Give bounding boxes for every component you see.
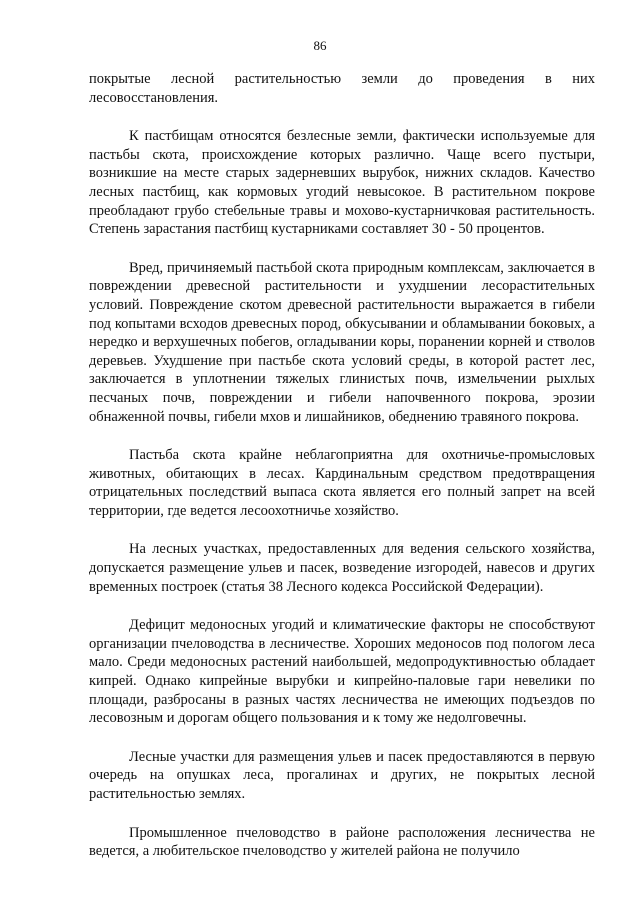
- paragraph-apiary-plots: Лесные участки для размещения ульев и пасек предоставляются в первую очередь на опушках леса, прогалинах и других, не покрытых лесной растительностью землях.: [89, 748, 595, 802]
- paragraph-pastures: К пастбищам относятся безлесные земли, фактически используемые для пастьбы скота, происхождение которых различно. Чаще всего пустыри, возникшие на месте старых задерневших вырубок, нижних складов. Качество лесных пастбищ, как кормовых угодий невысокое. В растительном покрове преобладают грубо стебельные травы и мохово-кустарничковая растительность. Степень зарастания пастбищ кустарниками составляет 30 - 50 процентов.: [89, 128, 595, 238]
- paragraph-continuation: покрытые лесной растительностью земли до проведения в них лесовосстановления.: [89, 71, 595, 106]
- page-number: 86: [313, 38, 327, 53]
- paragraph-honey-deficit: Дефицит медоносных угодий и климатические факторы не способствуют организации пчеловодства в лесничестве. Хороших медоносов под пологом леса мало. Среди медоносных растений наибольшей, медопродуктивностью обладает кипрей. Однако кипрейные вырубки и кипрейно-паловые гари невелики по площади, разбросаны в разных частях лесничества не имеющих подъездов по лесовозным и дорогам общего пользования и к тому же недолговечны.: [89, 617, 595, 727]
- paragraph-agriculture-plots: На лесных участках, предоставленных для ведения сельского хозяйства, допускается размещение ульев и пасек, возведение изгородей, навесов и других временных построек (статья 38 Лесного кодекса Российской Федерации).: [89, 541, 595, 595]
- paragraph-grazing-harm: Вред, причиняемый пастьбой скота природным комплексам, заключается в повреждении древесной растительности и ухудшении лесорастительных условий. Повреждение скотом древесной растительности выражается в гибели под копытами всходов древесных пород, обкусывании и обламывании боковых, а нередко и верхушечных побегов, огладывании коры, поранении корней и стволов деревьев. Ухудшение при пастьбе скота условий среды, в которой растет лес, заключается в уплотнении тяжелых глинистых почв, измельчении рыхлых песчаных почв, повреждении и гибели напочвенного покрова, эрозии обнаженной почвы, гибели мхов и лишайников, обеднению травяного покрова.: [89, 259, 595, 425]
- paragraph-industrial-beekeeping: Промышленное пчеловодство в районе расположения лесничества не ведется, а любительское пчеловодство у жителей района не получило: [89, 824, 595, 860]
- page-body: [89, 70, 595, 881]
- paragraph-wildlife: Пастьба скота крайне неблагоприятна для охотничье-промысловых животных, обитающих в лесах. Кардинальным средством предотвращения отрицательных последствий выпаса скота является его полный запрет на всей территории, где ведется лесоохотничье хозяйство.: [89, 447, 595, 519]
